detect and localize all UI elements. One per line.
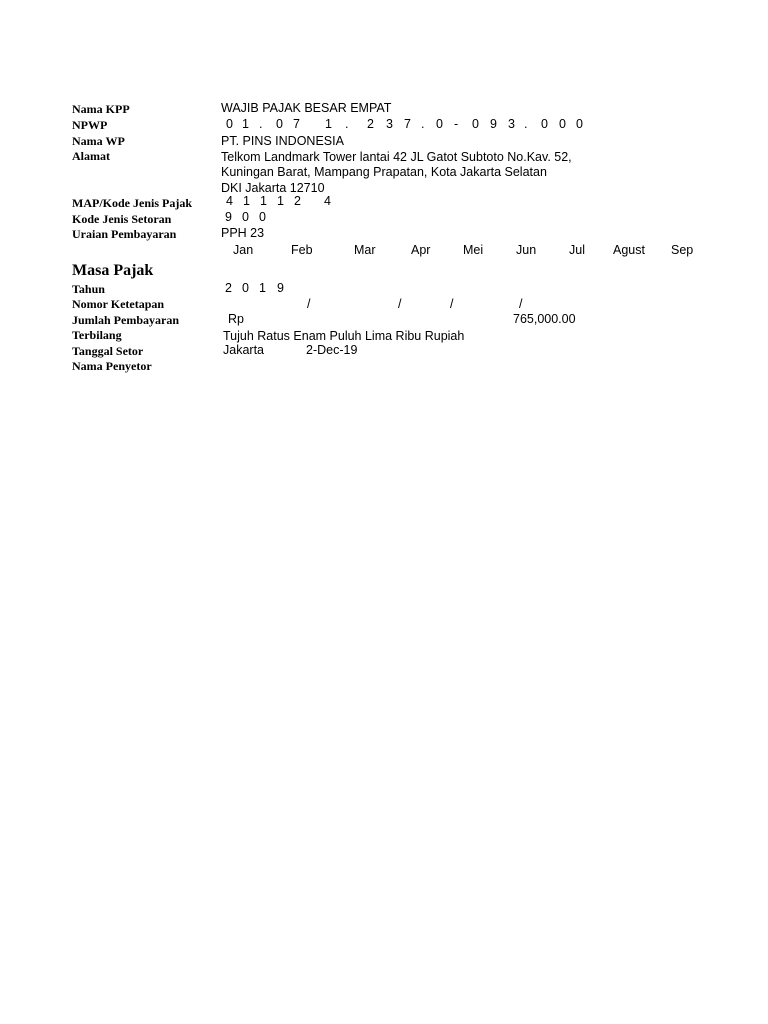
value-uraian-pembayaran: PPH 23 [221, 226, 265, 240]
label-masa-pajak: Masa Pajak [72, 262, 154, 279]
setoran-digit: 9 [225, 210, 232, 224]
npwp-char: 7 [293, 117, 300, 131]
label-jumlah-pembayaran: Jumlah Pembayaran [72, 313, 180, 327]
setoran-digit: 0 [259, 210, 266, 224]
npwp-char: 0 [576, 117, 583, 131]
month-mei: Mei [463, 243, 484, 257]
npwp-char: 0 [472, 117, 479, 131]
npwp-char: 3 [508, 117, 515, 131]
tahun-digit: 9 [277, 281, 284, 295]
tahun-digit: 2 [225, 281, 232, 295]
month-jul: Jul [569, 243, 585, 257]
map-digit: 1 [243, 194, 250, 208]
value-kota-setor: Jakarta [223, 343, 264, 357]
tahun-digit: 1 [259, 281, 266, 295]
label-terbilang: Terbilang [72, 328, 122, 342]
label-nama-penyetor: Nama Penyetor [72, 359, 152, 373]
npwp-char: 0 [226, 117, 233, 131]
month-jun: Jun [516, 243, 537, 257]
label-npwp: NPWP [72, 118, 108, 132]
value-tanggal-setor: 2-Dec-19 [306, 343, 358, 357]
map-digit: 4 [324, 194, 331, 208]
npwp-char: 7 [404, 117, 411, 131]
value-alamat-line-1: Telkom Landmark Tower lantai 42 JL Gatot Subtoto No.Kav. 52, [221, 150, 572, 164]
month-jan: Jan [233, 243, 254, 257]
npwp-char: . [345, 117, 349, 131]
month-mar: Mar [354, 243, 376, 257]
month-sep: Sep [671, 243, 694, 257]
map-digit: 2 [294, 194, 301, 208]
value-jumlah-pembayaran: 765,000.00 [513, 312, 576, 326]
ketetapan-slash: / [450, 297, 454, 311]
month-agust: Agust [613, 243, 645, 257]
npwp-char: 1 [325, 117, 332, 131]
ketetapan-slash: / [519, 297, 523, 311]
label-kode-jenis-setoran: Kode Jenis Setoran [72, 212, 172, 226]
value-alamat-line-2: Kuningan Barat, Mampang Prapatan, Kota Jakarta Selatan [221, 165, 547, 179]
value-alamat-line-3: DKI Jakarta 12710 [221, 181, 325, 195]
npwp-char: 2 [367, 117, 374, 131]
label-nama-wp: Nama WP [72, 134, 125, 148]
npwp-char: 0 [559, 117, 566, 131]
map-digit: 4 [226, 194, 233, 208]
label-map-kode-jenis-pajak: MAP/Kode Jenis Pajak [72, 196, 192, 210]
label-uraian-pembayaran: Uraian Pembayaran [72, 227, 177, 241]
label-tahun: Tahun [72, 282, 105, 296]
value-nama-wp: PT. PINS INDONESIA [221, 134, 344, 148]
npwp-char: 9 [490, 117, 497, 131]
map-digit: 1 [277, 194, 284, 208]
npwp-char: - [454, 117, 459, 131]
npwp-char: 0 [541, 117, 548, 131]
month-apr: Apr [411, 243, 431, 257]
map-digit: 1 [260, 194, 267, 208]
npwp-char: . [421, 117, 425, 131]
tahun-digit: 0 [242, 281, 249, 295]
ketetapan-slash: / [307, 297, 311, 311]
npwp-char: 0 [276, 117, 283, 131]
value-terbilang: Tujuh Ratus Enam Puluh Lima Ribu Rupiah [223, 329, 465, 343]
label-tanggal-setor: Tanggal Setor [72, 344, 144, 358]
ketetapan-slash: / [398, 297, 402, 311]
npwp-char: 1 [242, 117, 249, 131]
npwp-char: 3 [386, 117, 393, 131]
label-alamat: Alamat [72, 149, 110, 163]
value-currency: Rp [228, 312, 244, 326]
value-nama-kpp: WAJIB PAJAK BESAR EMPAT [221, 101, 392, 115]
npwp-char: 0 [436, 117, 443, 131]
month-feb: Feb [291, 243, 313, 257]
setoran-digit: 0 [242, 210, 249, 224]
npwp-char: . [524, 117, 528, 131]
label-nomor-ketetapan: Nomor Ketetapan [72, 297, 165, 311]
label-nama-kpp: Nama KPP [72, 102, 130, 116]
npwp-char: . [259, 117, 263, 131]
